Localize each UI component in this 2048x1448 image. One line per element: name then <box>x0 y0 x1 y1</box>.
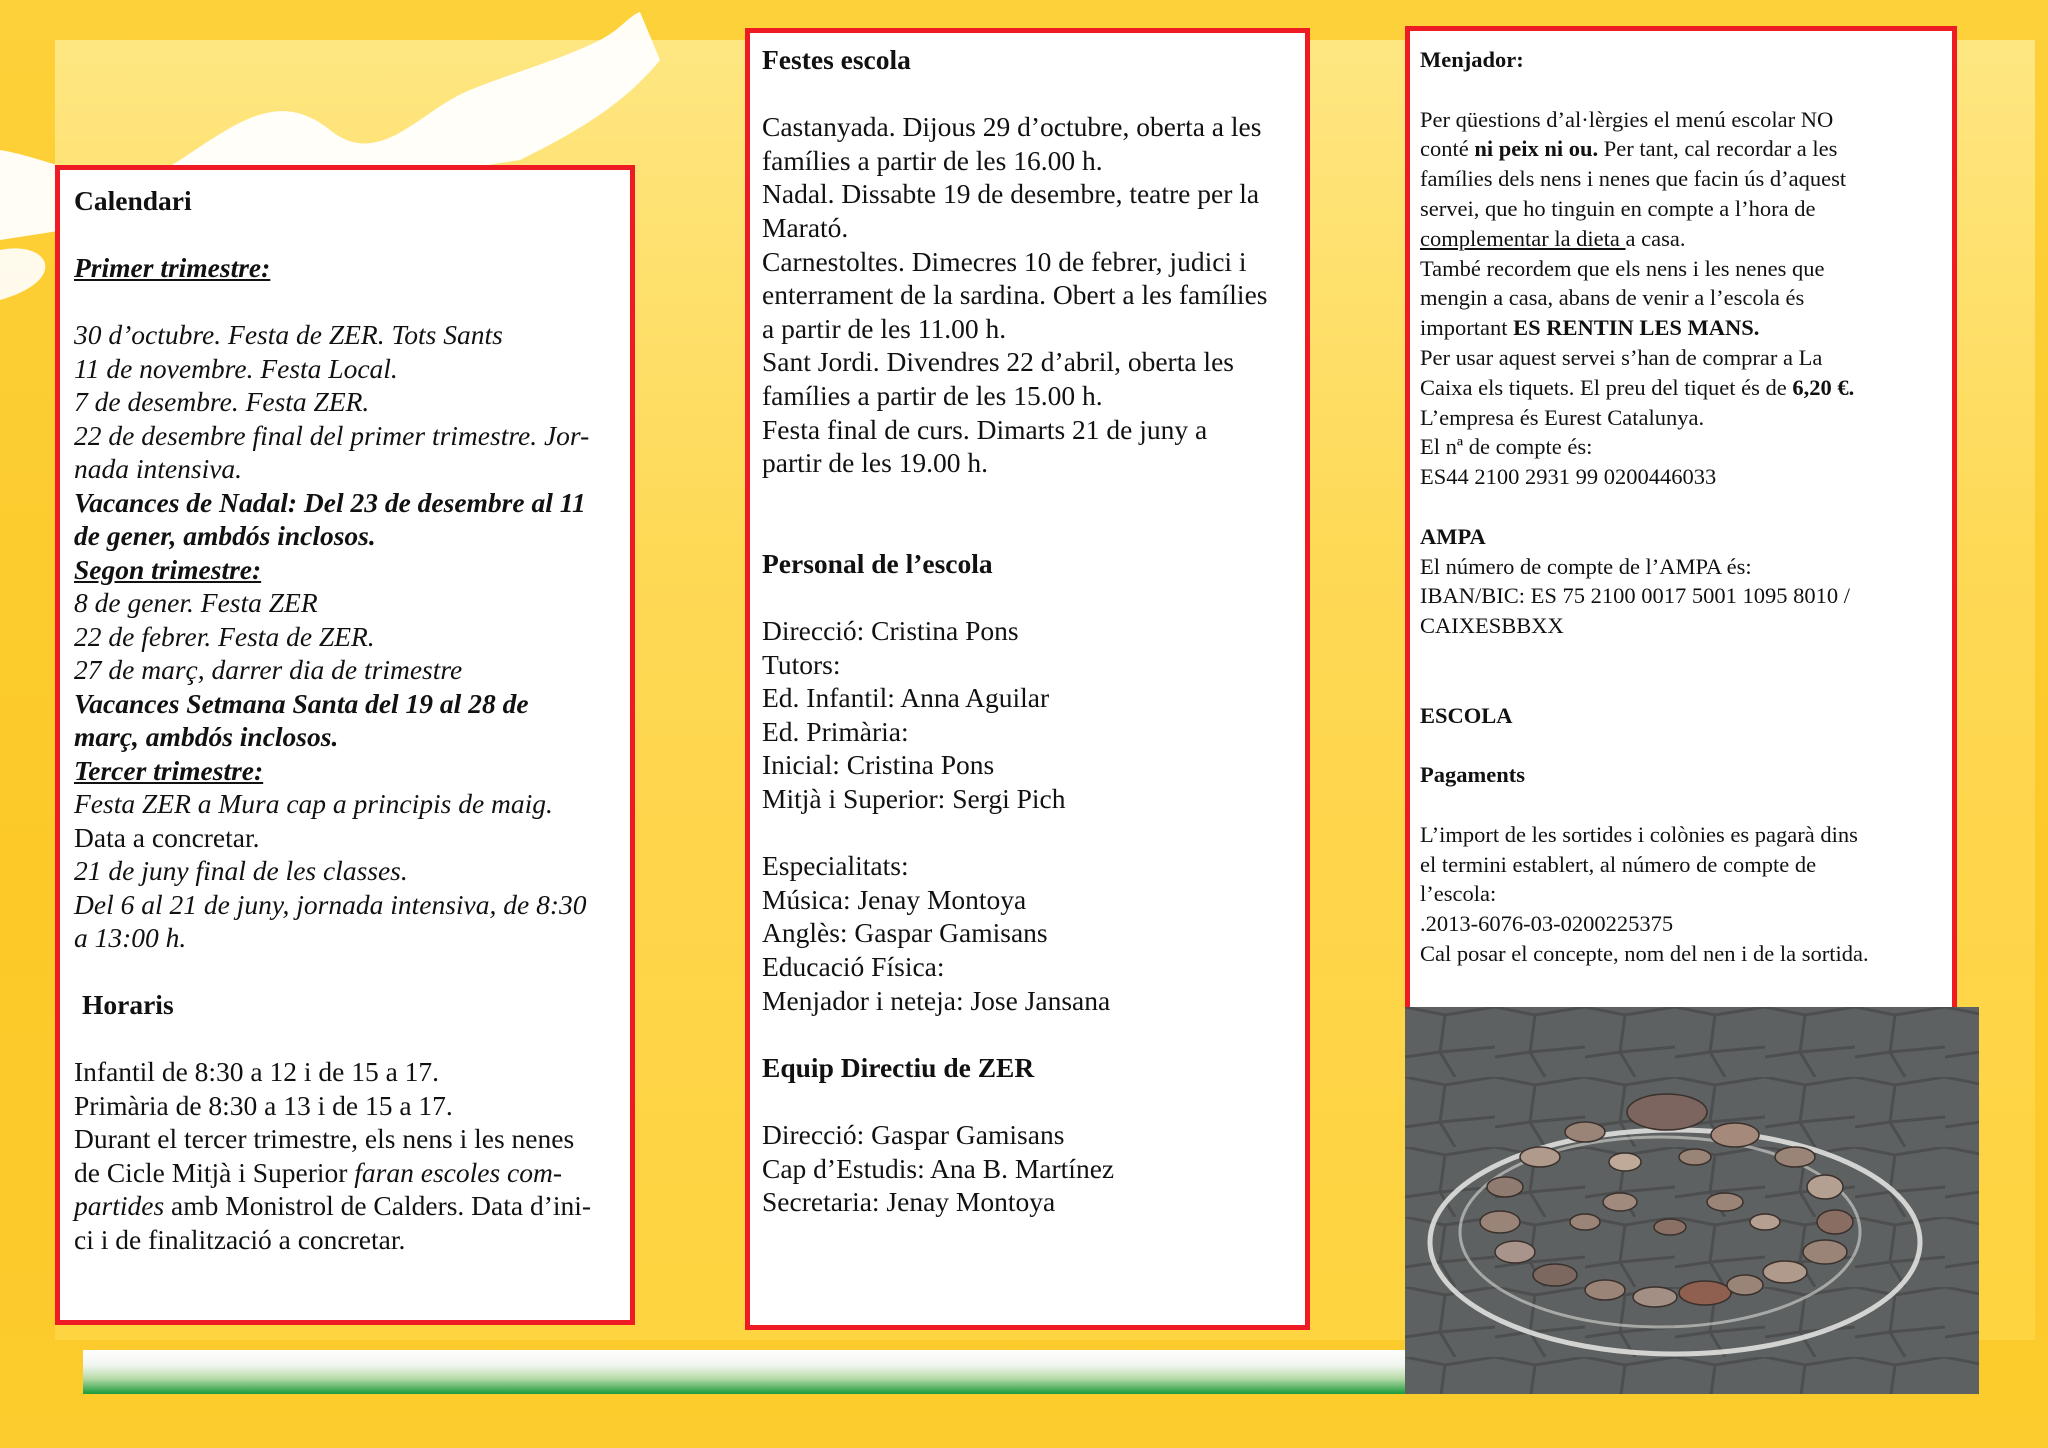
vacances-nadal: de gener, ambdós inclosos. <box>74 520 376 551</box>
tercer-item: Festa ZER a Mura cap a principis de maig. <box>74 788 553 819</box>
horaris-line <box>74 1156 618 1190</box>
festes-line: Marató. <box>762 211 849 243</box>
primer-item: 30 d’octubre. Festa de ZER. Tots Sants <box>74 319 503 350</box>
menjador-line: mengin a casa, abans de venir a l’escola és <box>1420 285 1805 311</box>
menjador-text: a casa. <box>1625 225 1686 251</box>
festes-line: enterrament de la sardina. Obert a les famílies <box>762 279 1268 311</box>
calendari-title: Calendari <box>74 185 192 216</box>
tercer-item: Del 6 al 21 de juny, jornada intensiva, de 8:30 <box>74 888 587 920</box>
menjador-text: Per tant, cal recordar a les <box>1598 136 1838 162</box>
escola-line: Cal posar el concepte, nom del nen i de la sortida. <box>1420 940 1869 966</box>
festes-line: Castanyada. Dijous 29 d’octubre, oberta a les <box>762 111 1262 143</box>
menjador-line <box>1420 313 1942 343</box>
equip-line: Secretaria: Jenay Montoya <box>762 1186 1056 1218</box>
vacances-nadal: Vacances de Nadal: Del 23 de desembre al 11 <box>74 486 586 518</box>
personal-line: Direcció: Cristina Pons <box>762 615 1019 647</box>
especialitats-line: Música: Jenay Montoya <box>762 883 1027 915</box>
festes-line: a partir de les 11.00 h. <box>762 312 1007 344</box>
tercer-item: a 13:00 h. <box>74 922 187 953</box>
escola-line: l’escola: <box>1420 881 1497 907</box>
ampa-line: CAIXESBBXX <box>1420 613 1564 639</box>
primer-item: nada intensiva. <box>74 453 243 484</box>
tercer-trimestre-heading: Tercer trimestre: <box>74 754 264 786</box>
personal-line: Mitjà i Superior: Sergi Pich <box>762 783 1066 815</box>
menjador-line: servei, que ho tinguin en compte a l’hora de <box>1420 195 1816 221</box>
festes-line: famílies a partir de les 16.00 h. <box>762 144 1103 176</box>
festes-line: Sant Jordi. Divendres 22 d’abril, oberta les <box>762 346 1234 378</box>
segon-item: 27 de març, darrer dia de trimestre <box>74 654 463 685</box>
festes-title: Festes escola <box>762 44 911 75</box>
tercer-item: 21 de juny final de les classes. <box>74 855 408 886</box>
personal-title: Personal de l’escola <box>762 547 993 579</box>
tercer-item: Data a concretar. <box>74 821 260 853</box>
horaris-line: Durant el tercer trimestre, els nens i les nenes <box>74 1123 575 1154</box>
especialitats-line: Educació Física: <box>762 951 945 983</box>
menjador-line: famílies dels nens i nenes que facin ús d’aquest <box>1420 166 1847 192</box>
menjador-line <box>1420 373 1942 403</box>
horaris-line: Infantil de 8:30 a 12 i de 15 a 17. <box>74 1056 440 1087</box>
horaris-title: Horaris <box>82 989 174 1020</box>
ampa-title: AMPA <box>1420 523 1486 549</box>
segon-item: 22 de febrer. Festa de ZER. <box>74 620 375 652</box>
horaris-line: Primària de 8:30 a 13 i de 15 a 17. <box>74 1089 453 1121</box>
horaris-text: faran escoles com- <box>354 1156 563 1188</box>
menjador-text: Caixa els tiquets. El preu del tiquet és de <box>1420 374 1793 400</box>
horaris-text: amb Monistrol de Calders. Data d’ini- <box>164 1190 592 1221</box>
menjador-line <box>1420 134 1942 164</box>
festes-line: famílies a partir de les 15.00 h. <box>762 379 1103 411</box>
segon-item: 8 de gener. Festa ZER <box>74 587 318 618</box>
personal-line: Inicial: Cristina Pons <box>762 749 995 781</box>
menjador-line: Per qüestions d’al·lèrgies el menú escolar NO <box>1420 106 1834 132</box>
menjador-line: Per usar aquest servei s’han de comprar a La <box>1420 344 1823 370</box>
especialitats-line: Especialitats: <box>762 850 909 882</box>
festes-panel <box>745 28 1310 1330</box>
ampa-line: IBAN/BIC: ES 75 2100 0017 5001 1095 8010 / <box>1420 583 1851 609</box>
menjador-title: Menjador: <box>1420 47 1524 72</box>
especialitats-line: Menjador i neteja: Jose Jansana <box>762 984 1111 1016</box>
primer-item: 22 de desembre final del primer trimestre. Jor- <box>74 419 590 451</box>
horaris-text: partides <box>74 1190 165 1221</box>
horaris-text: de Cicle Mitjà i Superior <box>74 1156 355 1188</box>
menjador-line: L’empresa és Eurest Catalunya. <box>1420 404 1705 430</box>
menjador-emphasis: ni peix ni ou. <box>1474 136 1599 162</box>
equip-line: Cap d’Estudis: Ana B. Martínez <box>762 1152 1115 1184</box>
segon-trimestre-heading: Segon trimestre: <box>74 553 262 585</box>
festes-line: partir de les 19.00 h. <box>762 447 989 479</box>
stone-circle-image <box>1405 1007 1979 1394</box>
menjador-account: ES44 2100 2931 99 0200446033 <box>1420 464 1717 490</box>
escola-line: el termini establert, al número de compte de <box>1420 851 1817 877</box>
vacances-setmana-santa: març, ambdós inclosos. <box>74 721 339 752</box>
calendari-panel <box>55 165 635 1325</box>
personal-line: Ed. Primària: <box>762 715 909 747</box>
escola-line: L’import de les sortides i colònies es pagarà dins <box>1420 821 1858 847</box>
horaris-line <box>74 1189 618 1223</box>
festes-line: Festa final de curs. Dimarts 21 de juny a <box>762 413 1208 445</box>
stone-circle-photo <box>1405 1007 1979 1394</box>
ampa-line: El número de compte de l’AMPA és: <box>1420 553 1752 579</box>
menjador-line: També recordem que els nens i les nenes que <box>1420 255 1825 281</box>
menjador-underline: complementar la dieta <box>1420 225 1626 251</box>
especialitats-line: Anglès: Gaspar Gamisans <box>762 917 1048 949</box>
escola-account: .2013-6076-03-0200225375 <box>1420 911 1674 937</box>
menjador-text: important <box>1420 315 1514 341</box>
menjador-emphasis: ES RENTIN LES MANS. <box>1513 315 1760 341</box>
menjador-line: El nª de compte és: <box>1420 434 1593 460</box>
primer-trimestre-heading: Primer trimestre: <box>74 252 271 283</box>
primer-item: 7 de desembre. Festa ZER. <box>74 386 370 417</box>
festes-line: Carnestoltes. Dimecres 10 de febrer, judici i <box>762 245 1247 277</box>
vacances-setmana-santa: Vacances Setmana Santa del 19 al 28 de <box>74 687 529 719</box>
menjador-line <box>1420 224 1942 254</box>
personal-line: Tutors: <box>762 648 841 680</box>
escola-title: ESCOLA <box>1420 702 1513 728</box>
equip-line: Direcció: Gaspar Gamisans <box>762 1119 1065 1150</box>
personal-line: Ed. Infantil: Anna Aguilar <box>762 682 1050 714</box>
menjador-price: 6,20 €. <box>1792 374 1855 400</box>
festes-line: Nadal. Dissabte 19 de desembre, teatre per la <box>762 178 1260 210</box>
primer-item: 11 de novembre. Festa Local. <box>74 352 398 384</box>
horaris-line: ci i de finalització a concretar. <box>74 1223 406 1255</box>
menjador-text: conté <box>1420 136 1475 162</box>
pagaments-title: Pagaments <box>1420 762 1525 788</box>
equip-title: Equip Directiu de ZER <box>762 1051 1035 1083</box>
bottom-stripe <box>83 1350 1405 1394</box>
menjador-panel <box>1405 26 1957 1026</box>
